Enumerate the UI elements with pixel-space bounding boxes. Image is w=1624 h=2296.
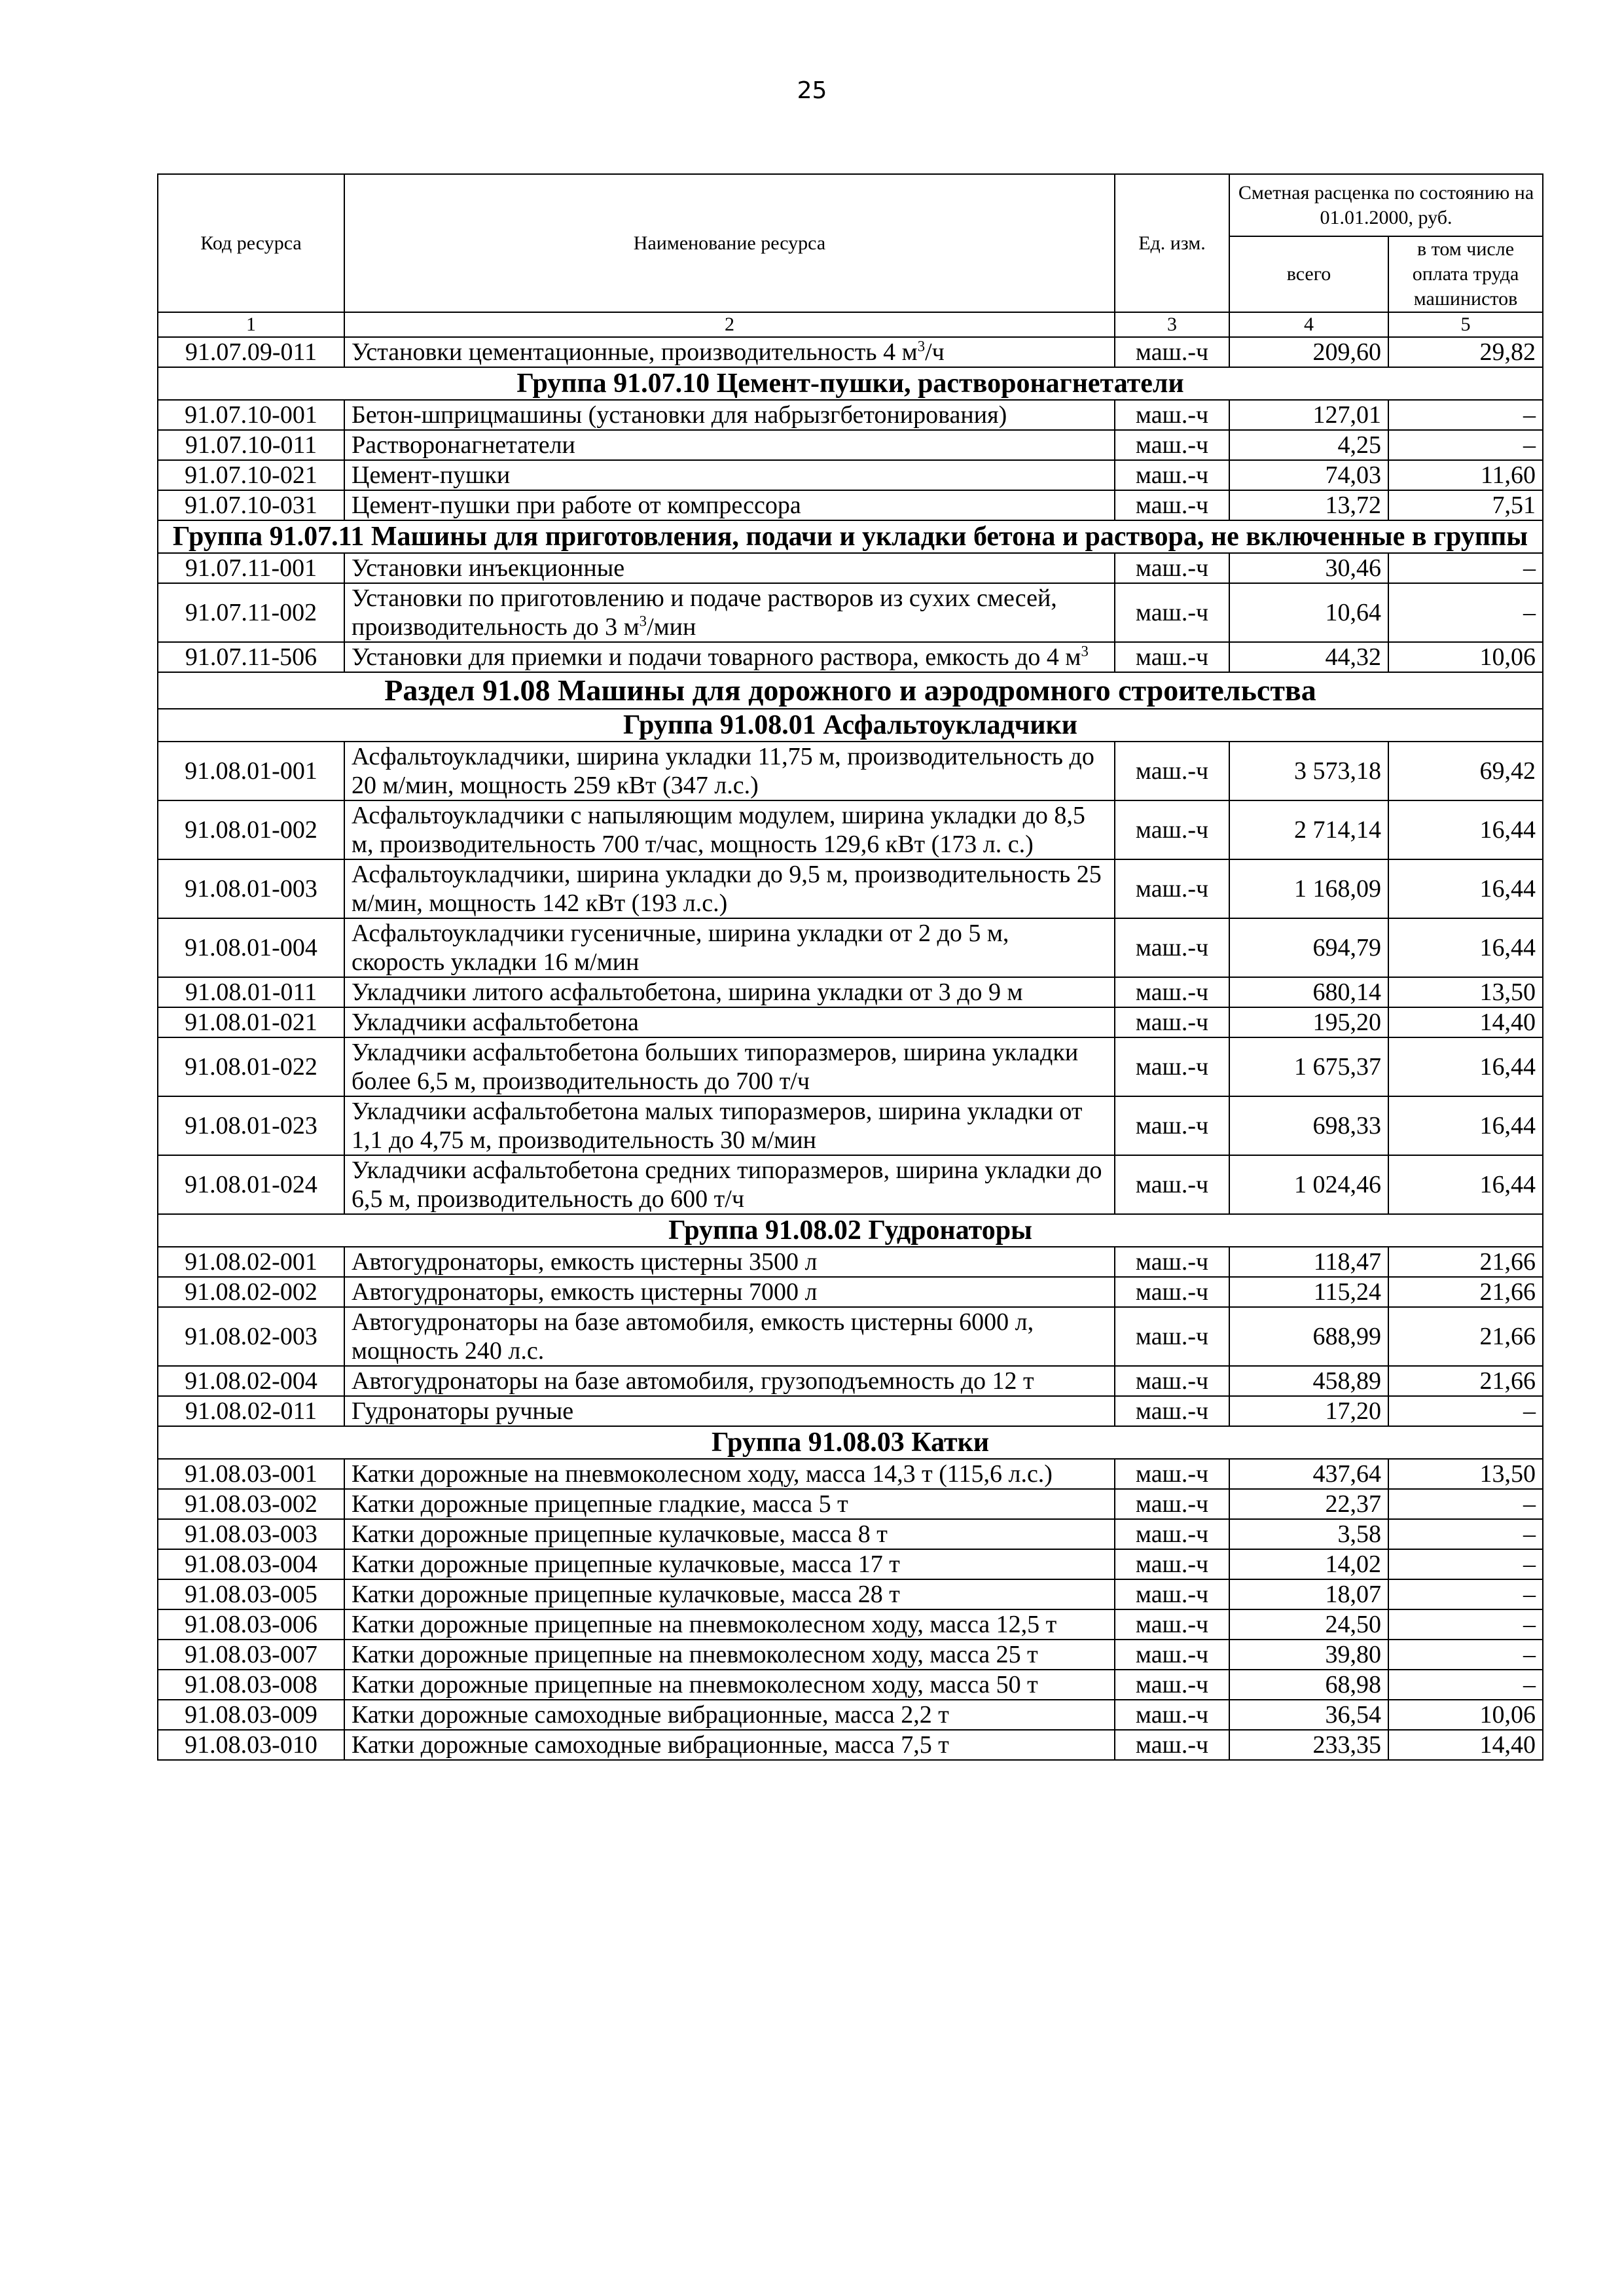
cell-unit: маш.-ч <box>1115 1640 1229 1670</box>
cell-name: Катки дорожные самоходные вибрационные, масса 7,5 т <box>344 1730 1115 1760</box>
table-row <box>158 1396 1543 1426</box>
cell-code: 91.07.11-002 <box>158 583 344 642</box>
cell-name: Катки дорожные прицепные гладкие, масса 5 т <box>344 1489 1115 1519</box>
cell-code: 91.07.10-031 <box>158 490 344 520</box>
cell-labor: 13,50 <box>1388 1459 1543 1489</box>
cell-unit: маш.-ч <box>1115 742 1229 800</box>
cell-total: 698,33 <box>1229 1096 1388 1155</box>
cell-code: 91.08.01-023 <box>158 1096 344 1155</box>
table-row <box>158 460 1543 490</box>
cell-labor: – <box>1388 1489 1543 1519</box>
cell-total: 30,46 <box>1229 553 1388 583</box>
cell-labor: – <box>1388 1579 1543 1609</box>
cell-code: 91.08.01-004 <box>158 918 344 977</box>
cell-labor: 21,66 <box>1388 1277 1543 1307</box>
cell-total: 458,89 <box>1229 1366 1388 1396</box>
cell-labor: 16,44 <box>1388 800 1543 859</box>
table-row <box>158 583 1543 642</box>
cell-total: 1 168,09 <box>1229 859 1388 918</box>
cell-total: 22,37 <box>1229 1489 1388 1519</box>
table-row <box>158 1549 1543 1579</box>
cell-name: Укладчики асфальтобетона больших типоразмеров, ширина укладки более 6,5 м, производительность до 700 т/ч <box>344 1037 1115 1096</box>
cell-unit: маш.-ч <box>1115 1155 1229 1214</box>
cell-unit: маш.-ч <box>1115 977 1229 1007</box>
table-row <box>158 1366 1543 1396</box>
cell-labor: 21,66 <box>1388 1366 1543 1396</box>
table-row <box>158 1307 1543 1366</box>
cell-total: 209,60 <box>1229 337 1388 367</box>
cell-name: Асфальтоукладчики, ширина укладки до 9,5 м, производительность 25 м/мин, мощность 142 кВт (193 л.с.) <box>344 859 1115 918</box>
table-row <box>158 1247 1543 1277</box>
cell-unit: маш.-ч <box>1115 460 1229 490</box>
cell-code: 91.08.01-001 <box>158 742 344 800</box>
column-number: 2 <box>344 312 1115 337</box>
column-number: 3 <box>1115 312 1229 337</box>
cell-labor: 10,06 <box>1388 1700 1543 1730</box>
header-unit: Ед. изм. <box>1115 174 1229 312</box>
cell-total: 36,54 <box>1229 1700 1388 1730</box>
cell-code: 91.08.02-002 <box>158 1277 344 1307</box>
cell-code: 91.08.03-008 <box>158 1670 344 1700</box>
cell-code: 91.08.01-011 <box>158 977 344 1007</box>
cell-name: Катки дорожные прицепные на пневмоколесном ходу, масса 12,5 т <box>344 1609 1115 1640</box>
header-labor: в том числе оплата труда машинистов <box>1388 236 1543 312</box>
cell-code: 91.08.02-011 <box>158 1396 344 1426</box>
cell-code: 91.08.03-010 <box>158 1730 344 1760</box>
cell-total: 688,99 <box>1229 1307 1388 1366</box>
cell-labor: 14,40 <box>1388 1007 1543 1037</box>
cell-code: 91.08.02-003 <box>158 1307 344 1366</box>
column-number: 1 <box>158 312 344 337</box>
cell-labor: – <box>1388 1519 1543 1549</box>
cell-name: Бетон-шприцмашины (установки для набрызгбетонирования) <box>344 400 1115 430</box>
cell-name: Автогудронаторы на базе автомобиля, емкость цистерны 6000 л, мощность 240 л.с. <box>344 1307 1115 1366</box>
cell-unit: маш.-ч <box>1115 859 1229 918</box>
cell-total: 4,25 <box>1229 430 1388 460</box>
cell-code: 91.08.02-004 <box>158 1366 344 1396</box>
cell-total: 233,35 <box>1229 1730 1388 1760</box>
cell-labor: – <box>1388 430 1543 460</box>
cell-unit: маш.-ч <box>1115 800 1229 859</box>
cell-name: Укладчики асфальтобетона <box>344 1007 1115 1037</box>
table-row <box>158 800 1543 859</box>
table-row <box>158 1037 1543 1096</box>
table-row <box>158 1730 1543 1760</box>
cell-unit: маш.-ч <box>1115 1519 1229 1549</box>
table-row <box>158 642 1543 672</box>
cell-code: 91.08.01-024 <box>158 1155 344 1214</box>
cell-code: 91.08.01-022 <box>158 1037 344 1096</box>
group-title: Группа 91.07.11 Машины для приготовления, подачи и укладки бетона и раствора, не включенные в группы <box>158 520 1543 553</box>
cell-code: 91.08.01-021 <box>158 1007 344 1037</box>
group-title: Группа 91.08.01 Асфальтоукладчики <box>158 709 1543 742</box>
cell-total: 127,01 <box>1229 400 1388 430</box>
cell-labor: – <box>1388 1396 1543 1426</box>
cell-unit: маш.-ч <box>1115 642 1229 672</box>
cell-labor: 10,06 <box>1388 642 1543 672</box>
table-row <box>158 400 1543 430</box>
cell-labor: 16,44 <box>1388 1037 1543 1096</box>
cell-name: Цемент-пушки при работе от компрессора <box>344 490 1115 520</box>
cell-unit: маш.-ч <box>1115 918 1229 977</box>
table-row <box>158 553 1543 583</box>
cell-code: 91.08.01-002 <box>158 800 344 859</box>
price-table <box>157 173 1543 1761</box>
cell-total: 1 675,37 <box>1229 1037 1388 1096</box>
cell-code: 91.08.03-005 <box>158 1579 344 1609</box>
cell-name: Катки дорожные прицепные кулачковые, масса 28 т <box>344 1579 1115 1609</box>
cell-unit: маш.-ч <box>1115 1609 1229 1640</box>
cell-code: 91.07.11-506 <box>158 642 344 672</box>
cell-code: 91.07.10-011 <box>158 430 344 460</box>
cell-name: Асфальтоукладчики с напыляющим модулем, ширина укладки до 8,5 м, производительность 700 т/час, мощность 129,6 кВт (173 л. с.) <box>344 800 1115 859</box>
table-header <box>158 174 1543 312</box>
group-row <box>158 709 1543 742</box>
cell-name: Растворонагнетатели <box>344 430 1115 460</box>
section-title: Раздел 91.08 Машины для дорожного и аэродромного строительства <box>158 672 1543 709</box>
cell-code: 91.08.03-003 <box>158 1519 344 1549</box>
table-row <box>158 1579 1543 1609</box>
table-body <box>158 312 1543 1760</box>
table-row <box>158 918 1543 977</box>
cell-total: 2 714,14 <box>1229 800 1388 859</box>
cell-name: Укладчики литого асфальтобетона, ширина укладки от 3 до 9 м <box>344 977 1115 1007</box>
cell-unit: маш.-ч <box>1115 1007 1229 1037</box>
cell-name: Установки для приемки и подачи товарного раствора, емкость до 4 $м^3$ <box>344 642 1115 672</box>
cell-code: 91.08.01-003 <box>158 859 344 918</box>
table-row <box>158 1007 1543 1037</box>
cell-code: 91.07.10-021 <box>158 460 344 490</box>
cell-labor: – <box>1388 1609 1543 1640</box>
cell-code: 91.07.10-001 <box>158 400 344 430</box>
header-name: Наименование ресурса <box>344 174 1115 312</box>
cell-labor: 16,44 <box>1388 1096 1543 1155</box>
header-total: всего <box>1229 236 1388 312</box>
cell-name: Установки инъекционные <box>344 553 1115 583</box>
cell-name: Катки дорожные прицепные кулачковые, масса 17 т <box>344 1549 1115 1579</box>
cell-total: 39,80 <box>1229 1640 1388 1670</box>
group-title: Группа 91.08.02 Гудронаторы <box>158 1214 1543 1247</box>
cell-name: Асфальтоукладчики гусеничные, ширина укладки от 2 до 5 м, скорость укладки 16 м/мин <box>344 918 1115 977</box>
table-row <box>158 1096 1543 1155</box>
cell-total: 68,98 <box>1229 1670 1388 1700</box>
table-row <box>158 859 1543 918</box>
cell-labor: 11,60 <box>1388 460 1543 490</box>
cell-name: Цемент-пушки <box>344 460 1115 490</box>
cell-labor: – <box>1388 1670 1543 1700</box>
header-code: Код ресурса <box>158 174 344 312</box>
cell-labor: 69,42 <box>1388 742 1543 800</box>
cell-name: Катки дорожные на пневмоколесном ходу, масса 14,3 т (115,6 л.с.) <box>344 1459 1115 1489</box>
cell-code: 91.08.03-007 <box>158 1640 344 1670</box>
cell-unit: маш.-ч <box>1115 1247 1229 1277</box>
cell-name: Установки по приготовлению и подаче растворов из сухих смесей, производительность до 3 $м^3$/мин <box>344 583 1115 642</box>
cell-unit: маш.-ч <box>1115 583 1229 642</box>
cell-code: 91.08.03-004 <box>158 1549 344 1579</box>
cell-labor: 16,44 <box>1388 918 1543 977</box>
cell-unit: маш.-ч <box>1115 1366 1229 1396</box>
group-row <box>158 367 1543 400</box>
price-table-container <box>157 173 1542 1761</box>
cell-code: 91.08.03-002 <box>158 1489 344 1519</box>
cell-total: 115,24 <box>1229 1277 1388 1307</box>
cell-name: Автогудронаторы, емкость цистерны 7000 л <box>344 1277 1115 1307</box>
cell-total: 195,20 <box>1229 1007 1388 1037</box>
cell-total: 437,64 <box>1229 1459 1388 1489</box>
cell-labor: 16,44 <box>1388 859 1543 918</box>
cell-name: Катки дорожные прицепные на пневмоколесном ходу, масса 25 т <box>344 1640 1115 1670</box>
cell-labor: 16,44 <box>1388 1155 1543 1214</box>
cell-total: 13,72 <box>1229 490 1388 520</box>
table-row <box>158 1489 1543 1519</box>
column-number: 4 <box>1229 312 1388 337</box>
table-row <box>158 1670 1543 1700</box>
table-row <box>158 1519 1543 1549</box>
cell-code: 91.08.03-009 <box>158 1700 344 1730</box>
cell-name: Укладчики асфальтобетона средних типоразмеров, ширина укладки до 6,5 м, производительность до 600 т/ч <box>344 1155 1115 1214</box>
cell-total: 680,14 <box>1229 977 1388 1007</box>
cell-name: Гудронаторы ручные <box>344 1396 1115 1426</box>
cell-labor: – <box>1388 1549 1543 1579</box>
cell-unit: маш.-ч <box>1115 1730 1229 1760</box>
table-row <box>158 1609 1543 1640</box>
cell-name: Укладчики асфальтобетона малых типоразмеров, ширина укладки от 1,1 до 4,75 м, производительность 30 м/мин <box>344 1096 1115 1155</box>
cell-unit: маш.-ч <box>1115 1459 1229 1489</box>
table-row <box>158 430 1543 460</box>
cell-total: 17,20 <box>1229 1396 1388 1426</box>
group-title: Группа 91.08.03 Катки <box>158 1426 1543 1459</box>
cell-code: 91.08.03-006 <box>158 1609 344 1640</box>
cell-labor: 21,66 <box>1388 1307 1543 1366</box>
table-row <box>158 490 1543 520</box>
cell-unit: маш.-ч <box>1115 1277 1229 1307</box>
cell-labor: – <box>1388 583 1543 642</box>
cell-total: 74,03 <box>1229 460 1388 490</box>
cell-total: 24,50 <box>1229 1609 1388 1640</box>
cell-labor: 14,40 <box>1388 1730 1543 1760</box>
cell-unit: маш.-ч <box>1115 1037 1229 1096</box>
cell-labor: 7,51 <box>1388 490 1543 520</box>
cell-total: 44,32 <box>1229 642 1388 672</box>
table-row <box>158 1155 1543 1214</box>
cell-unit: маш.-ч <box>1115 430 1229 460</box>
group-row <box>158 1426 1543 1459</box>
cell-labor: – <box>1388 1640 1543 1670</box>
cell-unit: маш.-ч <box>1115 1549 1229 1579</box>
cell-name: Катки дорожные прицепные на пневмоколесном ходу, масса 50 т <box>344 1670 1115 1700</box>
cell-name: Автогудронаторы на базе автомобиля, грузоподъемность до 12 т <box>344 1366 1115 1396</box>
cell-name: Установки цементационные, производительность 4 $м^3/ч$ <box>344 337 1115 367</box>
cell-total: 3 573,18 <box>1229 742 1388 800</box>
table-row <box>158 977 1543 1007</box>
cell-unit: маш.-ч <box>1115 1579 1229 1609</box>
table-row <box>158 1277 1543 1307</box>
cell-name: Автогудронаторы, емкость цистерны 3500 л <box>344 1247 1115 1277</box>
cell-unit: маш.-ч <box>1115 553 1229 583</box>
column-number: 5 <box>1388 312 1543 337</box>
cell-total: 3,58 <box>1229 1519 1388 1549</box>
cell-name: Катки дорожные самоходные вибрационные, масса 2,2 т <box>344 1700 1115 1730</box>
cell-code: 91.07.11-001 <box>158 553 344 583</box>
cell-total: 18,07 <box>1229 1579 1388 1609</box>
cell-code: 91.07.09-011 <box>158 337 344 367</box>
cell-labor: – <box>1388 553 1543 583</box>
cell-unit: маш.-ч <box>1115 1307 1229 1366</box>
cell-labor: 21,66 <box>1388 1247 1543 1277</box>
table-row <box>158 1640 1543 1670</box>
cell-total: 118,47 <box>1229 1247 1388 1277</box>
group-row <box>158 1214 1543 1247</box>
cell-labor: 13,50 <box>1388 977 1543 1007</box>
cell-labor: 29,82 <box>1388 337 1543 367</box>
table-row <box>158 337 1543 367</box>
cell-unit: маш.-ч <box>1115 1670 1229 1700</box>
group-row <box>158 520 1543 553</box>
cell-name: Катки дорожные прицепные кулачковые, масса 8 т <box>344 1519 1115 1549</box>
cell-total: 10,64 <box>1229 583 1388 642</box>
column-number-row <box>158 312 1543 337</box>
cell-unit: маш.-ч <box>1115 1489 1229 1519</box>
cell-unit: маш.-ч <box>1115 400 1229 430</box>
cell-total: 14,02 <box>1229 1549 1388 1579</box>
cell-total: 694,79 <box>1229 918 1388 977</box>
cell-unit: маш.-ч <box>1115 1096 1229 1155</box>
table-row <box>158 1700 1543 1730</box>
cell-total: 1 024,46 <box>1229 1155 1388 1214</box>
cell-unit: маш.-ч <box>1115 337 1229 367</box>
cell-unit: маш.-ч <box>1115 1700 1229 1730</box>
cell-labor: – <box>1388 400 1543 430</box>
cell-unit: маш.-ч <box>1115 1396 1229 1426</box>
section-row <box>158 672 1543 709</box>
page-number: 25 <box>797 77 827 104</box>
cell-code: 91.08.02-001 <box>158 1247 344 1277</box>
table-row <box>158 1459 1543 1489</box>
header-price-group: Сметная расценка по состоянию на 01.01.2000, руб. <box>1229 174 1543 236</box>
table-row <box>158 742 1543 800</box>
cell-code: 91.08.03-001 <box>158 1459 344 1489</box>
cell-name: Асфальтоукладчики, ширина укладки 11,75 м, производительность до 20 м/мин, мощность 259 кВт (347 л.с.) <box>344 742 1115 800</box>
group-title: Группа 91.07.10 Цемент-пушки, растворонагнетатели <box>158 367 1543 400</box>
cell-unit: маш.-ч <box>1115 490 1229 520</box>
